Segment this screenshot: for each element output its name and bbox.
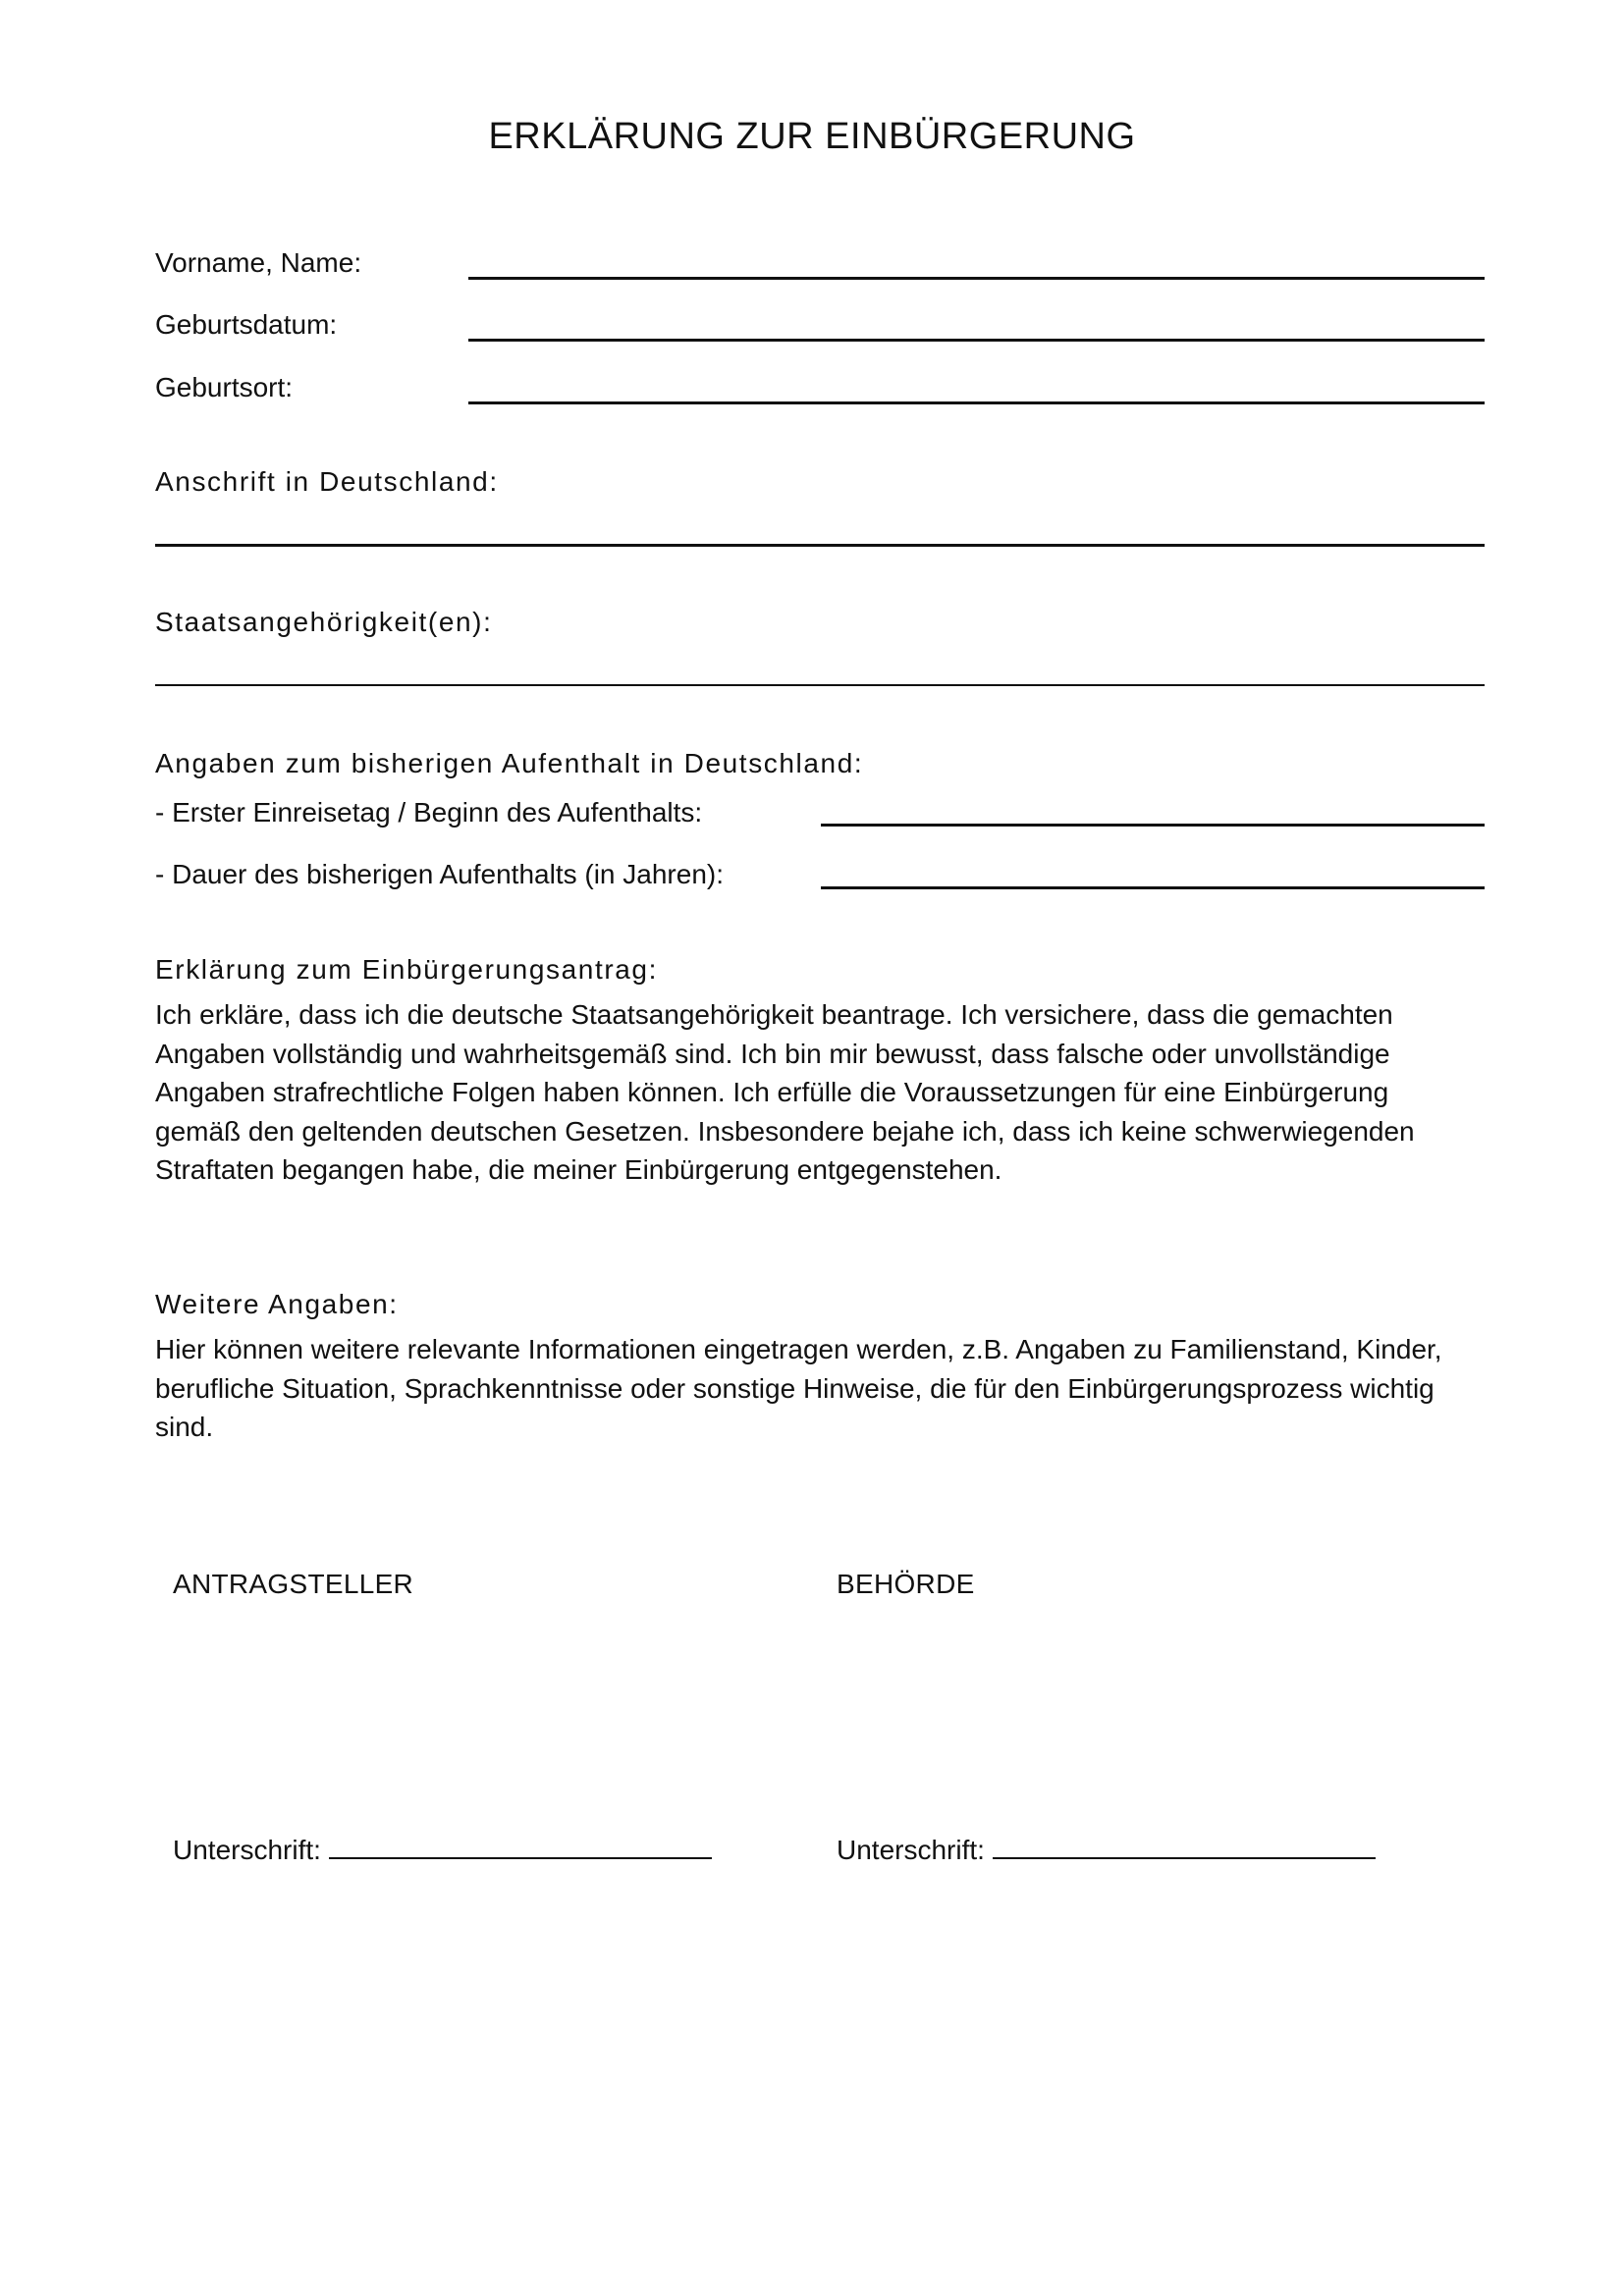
- duration-label: - Dauer des bisherigen Aufenthalts (in Jahren):: [155, 859, 724, 889]
- duration-field[interactable]: [821, 886, 1485, 889]
- birthdate-field[interactable]: [468, 339, 1485, 342]
- birthplace-field[interactable]: [468, 401, 1485, 404]
- further-heading: Weitere Angaben:: [155, 1289, 399, 1319]
- authority-heading: BEHÖRDE: [837, 1569, 975, 1599]
- address-field[interactable]: [155, 544, 1485, 547]
- document-title: ERKLÄRUNG ZUR EINBÜRGERUNG: [488, 116, 1136, 157]
- residence-heading: Angaben zum bisherigen Aufenthalt in Deutschland:: [155, 748, 864, 778]
- address-heading: Anschrift in Deutschland:: [155, 466, 499, 497]
- nationality-field[interactable]: [155, 684, 1485, 686]
- birthdate-label: Geburtsdatum:: [155, 309, 338, 340]
- name-label: Vorname, Name:: [155, 247, 362, 278]
- name-field[interactable]: [468, 277, 1485, 280]
- further-text: Hier können weitere relevante Informationen eingetragen werden, z.B. Angaben zu Familienstand, Kinder, berufliche Situation, Sprachkenntnisse oder sonstige Hinweise, die für den Einbürgerungsprozess wichtig sind.: [155, 1334, 1442, 1442]
- authority-signature-label: Unterschrift:: [837, 1835, 985, 1865]
- applicant-signature-line[interactable]: [329, 1834, 712, 1859]
- declaration-heading: Erklärung zum Einbürgerungsantrag:: [155, 954, 658, 985]
- birthplace-label: Geburtsort:: [155, 372, 294, 402]
- entry-date-label: - Erster Einreisetag / Beginn des Aufenthalts:: [155, 797, 703, 828]
- applicant-signature: [173, 1834, 712, 1866]
- authority-signature-line[interactable]: [993, 1834, 1376, 1859]
- applicant-signature-label: Unterschrift:: [173, 1835, 321, 1865]
- entry-date-field[interactable]: [821, 824, 1485, 827]
- nationality-heading: Staatsangehörigkeit(en):: [155, 607, 493, 637]
- authority-signature: [837, 1834, 1376, 1866]
- applicant-heading: ANTRAGSTELLER: [173, 1569, 414, 1599]
- declaration-text: Ich erkläre, dass ich die deutsche Staatsangehörigkeit beantrage. Ich versichere, dass die gemachten Angaben vollständig und wahrheitsgemäß sind. Ich bin mir bewusst, dass falsche oder unvollständige Angaben strafrechtliche Folgen haben können. Ich erfülle die Voraussetzungen für eine Einbürgerung gemäß den geltenden deutschen Gesetzen. Insbesondere bejahe ich, dass ich keine schwerwiegenden Straftaten begangen habe, die meiner Einbürgerung entgegenstehen.: [155, 999, 1415, 1185]
